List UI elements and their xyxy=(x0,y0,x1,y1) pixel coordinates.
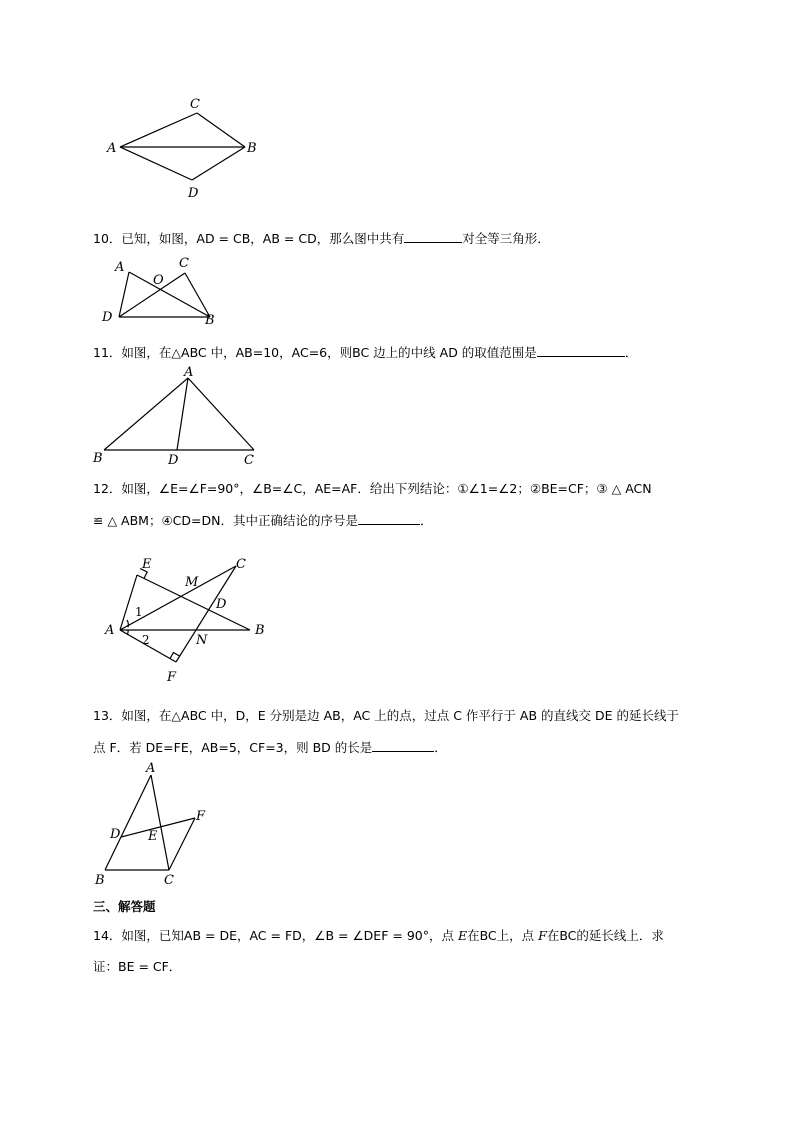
label-b: B xyxy=(93,451,103,466)
point-e-label: E xyxy=(457,928,468,943)
label-c: C xyxy=(236,557,246,572)
label-a: A xyxy=(184,365,194,380)
label-d: D xyxy=(216,597,227,612)
question-12-line-2 xyxy=(93,512,432,529)
question-text-end: 对全等三角形． xyxy=(462,231,550,246)
answer-blank[interactable] xyxy=(537,344,625,357)
question-10 xyxy=(93,230,550,247)
label-b: B xyxy=(255,623,265,638)
label-d: D xyxy=(168,453,179,468)
question-text-end: ． xyxy=(419,513,433,528)
label-a: A xyxy=(105,623,115,638)
point-f-label: F xyxy=(538,928,547,943)
question-number: 11． xyxy=(93,345,122,360)
label-c: C xyxy=(244,453,254,468)
question-11 xyxy=(93,344,637,361)
label-a: A xyxy=(115,260,125,275)
answer-blank[interactable] xyxy=(404,230,462,243)
question-number: 13． xyxy=(93,708,122,723)
question-13-line-1 xyxy=(93,708,679,724)
question-12-line-1 xyxy=(93,481,652,497)
answer-blank[interactable] xyxy=(372,739,434,752)
label-c: C xyxy=(179,256,189,271)
question-text-end: ． xyxy=(434,740,447,755)
label-n: N xyxy=(196,633,208,648)
label-c: C xyxy=(190,97,200,112)
question-13-line-2 xyxy=(93,739,447,756)
question-text: 如图，∠E=∠F=90°，∠B=∠C，AE=AF．给出下列结论：①∠1=∠2；②BE=CF；③ △ ACN xyxy=(121,481,652,496)
label-f: F xyxy=(196,809,206,824)
question-text: 如图，在△ABC 中，AB=10，AC=6，则BC 边上的中线 AD 的取值范围是 xyxy=(121,345,537,360)
label-b: B xyxy=(247,141,257,156)
question-14-line-1 xyxy=(93,928,664,944)
label-d: D xyxy=(102,310,113,325)
label-m: M xyxy=(185,575,199,590)
question-text: 在BC上，点 xyxy=(467,928,539,943)
question-text: 点 F．若 DE=FE，AB=5，CF=3，则 BD 的长是 xyxy=(93,740,373,755)
question-number: 14． xyxy=(93,928,122,943)
label-b: B xyxy=(205,313,215,328)
label-e: E xyxy=(148,829,158,844)
angle-2-label: 2 xyxy=(142,633,150,647)
label-c: C xyxy=(164,873,174,888)
question-text: ≌ △ ABM；④CD=DN．其中正确结论的序号是 xyxy=(93,513,358,528)
label-d: D xyxy=(110,827,121,842)
label-d: D xyxy=(188,186,199,201)
question-text: 如图，已知AB = DE，AC = FD，∠B = ∠DEF = 90°，点 xyxy=(121,928,458,943)
label-e: E xyxy=(142,557,152,572)
section-title: 三、解答题 xyxy=(93,899,156,914)
figure-q13 xyxy=(88,760,218,890)
question-text: 证：BE = CF． xyxy=(93,959,182,974)
label-o: O xyxy=(153,273,164,288)
label-a: A xyxy=(107,141,117,156)
question-text-end: ． xyxy=(624,345,638,360)
figure-q12 xyxy=(100,550,280,690)
answer-blank[interactable] xyxy=(358,512,420,525)
question-14-line-2 xyxy=(93,959,181,975)
label-a: A xyxy=(146,761,156,776)
figure-q10 xyxy=(95,250,235,330)
label-b: B xyxy=(95,873,105,888)
question-text: 在BC的延长线上．求 xyxy=(546,928,664,943)
question-text: 已知，如图，AD = CB，AB = CD，那么图中共有 xyxy=(121,231,405,246)
label-f: F xyxy=(167,670,177,685)
question-number: 10． xyxy=(93,231,122,246)
question-text: 如图，在△ABC 中，D，E 分别是边 AB，AC 上的点，过点 C 作平行于 AB 的直线交 DE 的延长线于 xyxy=(121,708,679,723)
question-number: 12． xyxy=(93,481,122,496)
figure-q9 xyxy=(100,90,280,205)
angle-1-label: 1 xyxy=(135,605,143,619)
figure-q11 xyxy=(88,365,273,470)
